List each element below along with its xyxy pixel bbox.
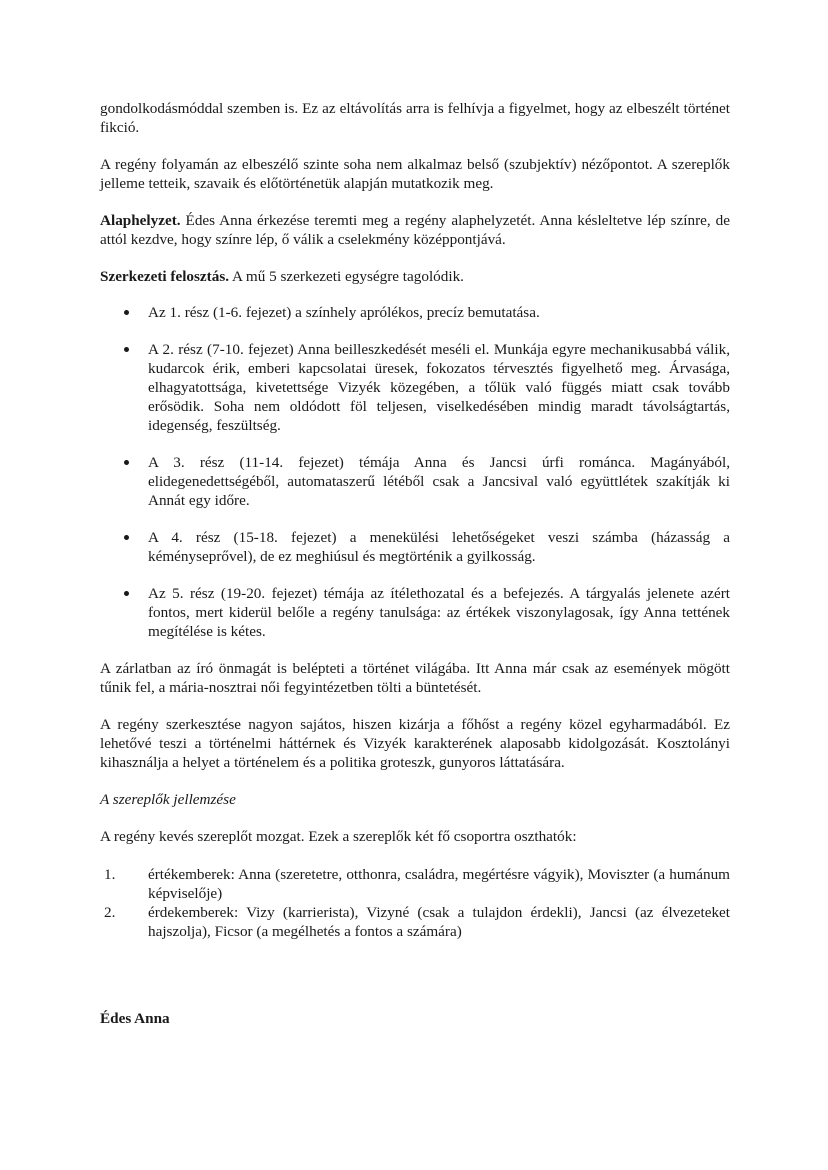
alaphelyzet-label: Alaphelyzet. — [100, 212, 181, 229]
list-number: 2. — [104, 904, 116, 921]
paragraph-alaphelyzet — [100, 211, 730, 249]
section-heading: A szereplők jellemzése — [100, 791, 236, 808]
list-item-text: érdekemberek: Vizy (karrierista), Vizyné (csak a tulajdon érdekli), Jancsi (az élvezeteket hajszolja), Ficsor (a megélhetés a fontos a számára) — [148, 904, 730, 940]
paragraph-zarlat: A zárlatban az író önmagát is belépteti a történet világába. Itt Anna már csak az események mögött tűnik fel, a mária-nosztrai női fegyintézetben tölti a büntetését. — [100, 660, 730, 696]
szerkezet-text: A mű 5 szerkezeti egységre tagolódik. — [229, 268, 464, 285]
list-item — [100, 303, 730, 322]
bullet-icon — [124, 310, 129, 315]
paragraph-szerkesztes: A regény szerkesztése nagyon sajátos, hiszen kizárja a főhőst a regény közel egyharmadából. Ez lehetővé teszi a történelmi háttérnek és Vizyék karakterének alaposabb kidolgozását. Kosztolányi kihasználja a helyet a történelem és a politika groteszk, gunyoros láttatására. — [100, 716, 730, 771]
bullet-icon — [124, 591, 129, 596]
paragraph-narrator: A regény folyamán az elbeszélő szinte soha nem alkalmaz belső (szubjektív) nézőpontot. A szereplők jelleme tetteik, szavaik és előtörténetük alapján mutatkozik meg. — [100, 156, 730, 192]
bullet-icon — [124, 347, 129, 352]
bullet-text: A 2. rész (7-10. fejezet) Anna beilleszkedését meséli el. Munkája egyre mechanikusabbá válik, kudarcok érik, emberi kapcsolatai üresek, fokozatos térvesztés figyelhető meg. Árvasága, elhagyatottsága, kivetettsége Vizyék közegében, a tőlük való függés miatt csak tovább erősödik. Soha nem oldódott föl teljesen, viselkedésében mindig maradt távolságtartás, idegenség, feszültség. — [148, 341, 730, 434]
szerkezet-label: Szerkezeti felosztás. — [100, 268, 230, 285]
list-item — [100, 453, 730, 510]
bullet-text: A 3. rész (11-14. fejezet) témája Anna és Jancsi úrfi románca. Magányából, elidegenedettségéből, automataszerű létéből csak a Jancsival való együttlétek szakítják ki Annát egy időre. — [148, 454, 730, 509]
bullet-icon — [124, 535, 129, 540]
document-page — [100, 99, 730, 1028]
bullet-text: Az 5. rész (19-20. fejezet) témája az ítélethozatal és a befejezés. A tárgyalás jelenete azért fontos, mert kiderül belőle a regény tanulsága: az értékek viszonylagosak, így Anna tettének megítélése is kétes. — [148, 585, 730, 640]
page-title: Édes Anna — [100, 1010, 170, 1027]
list-item — [100, 340, 730, 435]
bullet-icon — [124, 460, 129, 465]
list-number: 1. — [104, 866, 116, 883]
paragraph-szerkezet — [100, 267, 730, 286]
structure-bullet-list — [100, 303, 730, 641]
list-item — [100, 903, 730, 941]
bullet-text: A 4. rész (15-18. fejezet) a menekülési lehetőségeket veszi számba (házasság a kéményseprővel), de ez meghiúsul és megtörténik a gyilkosság. — [148, 529, 730, 565]
alaphelyzet-text: Édes Anna érkezése teremti meg a regény alaphelyzetét. Anna késleltetve lép színre, de attól kezdve, hogy színre lép, ő válik a cselekmény középpontjává. — [100, 212, 730, 248]
list-item — [100, 528, 730, 566]
paragraph-szereplok: A regény kevés szereplőt mozgat. Ezek a szereplők két fő csoportra oszthatók: — [100, 828, 577, 845]
list-item — [100, 865, 730, 903]
list-item — [100, 584, 730, 641]
character-numbered-list — [100, 865, 730, 941]
list-item-text: értékemberek: Anna (szeretetre, otthonra, családra, megértésre vágyik), Moviszter (a humánum képviselője) — [148, 866, 730, 902]
paragraph-intro: gondolkodásmóddal szemben is. Ez az eltávolítás arra is felhívja a figyelmet, hogy az elbeszélt történet fikció. — [100, 100, 730, 136]
bullet-text: Az 1. rész (1-6. fejezet) a színhely aprólékos, precíz bemutatása. — [148, 304, 540, 321]
